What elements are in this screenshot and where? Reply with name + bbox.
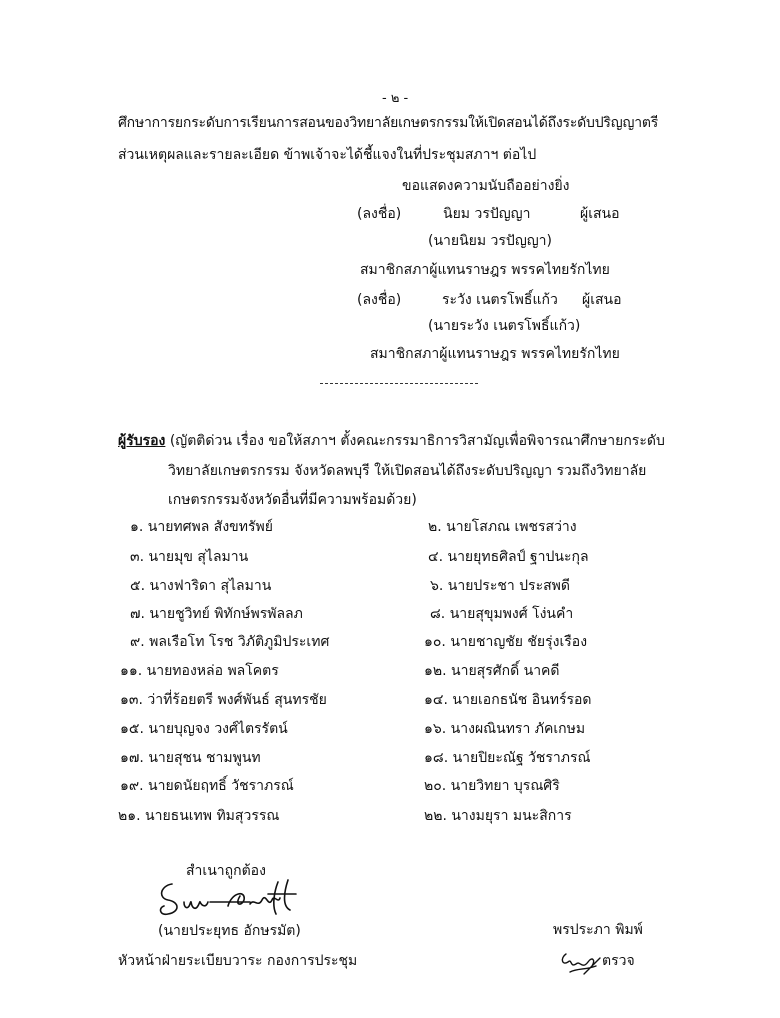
- supporter-item: ๑๐. นายชาญชัย ชัยรุ่งเรือง: [424, 634, 588, 650]
- supporter-item: ๑. นายทศพล สังขทรัพย์: [130, 519, 273, 535]
- sign-label: (ลงชื่อ): [357, 292, 402, 308]
- proposer-role: ผู้เสนอ: [580, 206, 620, 222]
- supporter-item: ๑๘. นายปิยะณัฐ วัชราภรณ์: [424, 750, 591, 766]
- typist-name: พรประภา พิมพ์: [553, 922, 643, 938]
- supporter-item: ๒๒. นางมยุรา มนะสิการ: [424, 808, 572, 824]
- proposer-role: ผู้เสนอ: [582, 292, 622, 308]
- supporter-item: ๒๐. นายวิทยา บุรณศิริ: [424, 778, 560, 794]
- supporter-item: ๑๙. นายดนัยฤทธิ์ วัชราภรณ์: [120, 778, 294, 794]
- supporter-item: ๑๓. ว่าที่ร้อยตรี พงศ์พันธ์ สุนทรชัย: [120, 692, 327, 708]
- supporter-item: ๑๕. นายบุญจง วงศ์ไตรรัตน์: [120, 721, 288, 737]
- page-number: - ๒ -: [382, 91, 409, 106]
- supporter-item: ๓. นายมุข สุไลมาน: [130, 549, 249, 565]
- paragraph-line-2: ส่วนเหตุผลและรายละเอียด ข้าพเจ้าจะได้ชี้แจงในที่ประชุมสภาฯ ต่อไป: [118, 147, 537, 163]
- supporter-item: ๘. นายสุขุมพงศ์ โง่นคำ: [430, 606, 574, 622]
- supporter-item: ๒. นายโสภณ เพชรสว่าง: [428, 519, 577, 535]
- supporter-item: ๑๗. นายสุชน ชามพูนท: [120, 750, 261, 766]
- proposer-1-signature-line: [0, 203, 780, 221]
- paragraph-line-1: ศึกษาการยกระดับการเรียนการสอนของวิทยาลัยเกษตรกรรมให้เปิดสอนได้ถึงระดับปริญญาตรี: [118, 115, 659, 131]
- proposer-1-full-name: (นายนิยม วรปัญญา): [428, 233, 552, 249]
- supporters-heading: [118, 432, 665, 450]
- supporter-item: ๑๒. นายสุรศักดิ์ นาคดี: [424, 663, 560, 679]
- initials-signature: [556, 944, 606, 978]
- supporter-item: ๕. นางฟาริดา สุไลมาน: [130, 578, 272, 594]
- supporter-item: ๔. นายยุทธศิลป์ ฐาปนะกุล: [428, 549, 589, 565]
- sign-label: (ลงชื่อ): [357, 206, 402, 222]
- supporters-subject-line-2: วิทยาลัยเกษตรกรรม จังหวัดลพบุรี ให้เปิดสอนได้ถึงระดับปริญญา รวมถึงวิทยาลัย: [168, 463, 647, 479]
- handwritten-signature: [150, 872, 310, 922]
- proposer-2-signature-line: [0, 289, 780, 307]
- proposer-1-party: สมาชิกสภาผู้แทนราษฎร พรรคไทยรักไทย: [360, 262, 610, 278]
- supporter-item: ๑๑. นายทองหล่อ พลโคตร: [120, 663, 279, 679]
- separator-line: [320, 383, 478, 384]
- supporter-item: ๙. พลเรือโท โรช วิภัติภูมิประเทศ: [130, 634, 330, 650]
- supporters-label: ผู้รับรอง: [118, 433, 166, 449]
- certifier-position: หัวหน้าฝ่ายระเบียบวาระ กองการประชุม: [118, 953, 358, 969]
- supporter-item: ๒๑. นายธนเทพ ทิมสุวรรณ: [118, 808, 280, 824]
- supporter-item: ๑๔. นายเอกธนัช อินทร์รอด: [424, 692, 592, 708]
- supporters-subject-line-1: (ญัตติด่วน เรื่อง ขอให้สภาฯ ตั้งคณะกรรมาธิการวิสามัญเพื่อพิจารณาศึกษายกระดับ: [165, 433, 665, 449]
- proposer-2-party: สมาชิกสภาผู้แทนราษฎร พรรคไทยรักไทย: [370, 346, 620, 362]
- certified-copy-label: สำเนาถูกต้อง: [186, 863, 266, 879]
- proposer-2-full-name: (นายระวัง เนตรโพธิ์แก้ว): [428, 318, 581, 334]
- checked-label: ตรวจ: [602, 953, 635, 969]
- supporter-item: ๖. นายประชา ประสพดี: [430, 578, 570, 594]
- signed-name: นิยม วรปัญญา: [443, 206, 531, 222]
- signed-name: ระวัง เนตรโพธิ์แก้ว: [442, 292, 558, 308]
- closing-line: ขอแสดงความนับถืออย่างยิ่ง: [402, 178, 570, 194]
- supporters-subject-line-3: เกษตรกรรมจังหวัดอื่นที่มีความพร้อมด้วย): [168, 492, 417, 508]
- supporter-item: ๑๖. นางผณินทรา ภัคเกษม: [424, 721, 586, 737]
- supporter-item: ๗. นายชูวิทย์ พิทักษ์พรพัลลภ: [130, 606, 303, 622]
- certifier-name: (นายประยุทธ อักษรมัต): [158, 923, 301, 939]
